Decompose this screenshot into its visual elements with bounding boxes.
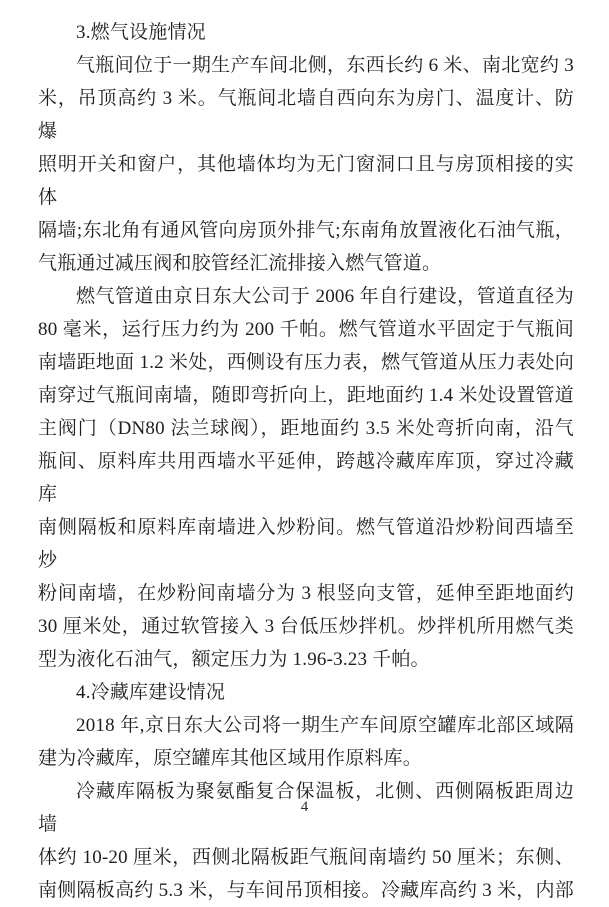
text-line: 主阀门（DN80 法兰球阀），距地面约 3.5 米处弯折向南，沿气 <box>38 418 574 439</box>
text-line: 粉间南墙，在炒粉间南墙分为 3 根竖向支管，延伸至距地面约 <box>38 583 574 604</box>
text-line: 30 厘米处，通过软管接入 3 台低压炒拌机。炒拌机所用燃气类 <box>38 616 574 637</box>
text-line: 瓶间、原料库共用西墙水平延伸，跨越冷藏库库顶，穿过冷藏库 <box>38 451 574 505</box>
text-line: 80 毫米，运行压力约为 200 千帕。燃气管道水平固定于气瓶间 <box>38 319 574 340</box>
text-line: 冷藏库隔板为聚氨酯复合保温板，北侧、西侧隔板距周边墙 <box>38 781 574 835</box>
section-heading-cold-storage: 4.冷藏库建设情况 <box>76 682 226 703</box>
text-line: 燃气管道由京日东大公司于 2006 年自行建设，管道直径为 <box>76 286 574 307</box>
text-line: 南墙距地面 1.2 米处，西侧设有压力表，燃气管道从压力表处向 <box>38 352 574 373</box>
text-line: 南侧隔板高约 5.3 米，与车间吊顶相接。冷藏库高约 3 米，内部 <box>38 880 574 901</box>
text-line: 2018 年,京日东大公司将一期生产车间原空罐库北部区域隔 <box>76 715 574 736</box>
text-line: 体约 10-20 厘米，西侧北隔板距气瓶间南墙约 50 厘米；东侧、 <box>38 847 574 868</box>
text-line: 南侧隔板和原料库南墙进入炒粉间。燃气管道沿炒粉间西墙至炒 <box>38 517 574 571</box>
text-line: 气瓶通过减压阀和胶管经汇流排接入燃气管道。 <box>38 253 442 274</box>
section-heading-gas-facilities: 3.燃气设施情况 <box>76 22 206 43</box>
text-line: 照明开关和窗户，其他墙体均为无门窗洞口且与房顶相接的实体 <box>38 154 574 208</box>
text-line: 气瓶间位于一期生产车间北侧，东西长约 6 米、南北宽约 3 <box>76 55 574 76</box>
text-line: 米，吊顶高约 3 米。气瓶间北墙自西向东为房门、温度计、防爆 <box>38 88 574 142</box>
text-line: 建为冷藏库，原空罐库其他区域用作原料库。 <box>38 748 423 769</box>
text-line: 型为液化石油气，额定压力为 1.96-3.23 千帕。 <box>38 649 430 670</box>
document-body <box>38 16 574 907</box>
text-line: 隔墙;东北角有通风管向房顶外排气;东南角放置液化石油气瓶， <box>38 220 574 241</box>
text-line: 南穿过气瓶间南墙，随即弯折向上，距地面约 1.4 米处设置管道 <box>38 385 574 406</box>
page-number: 4 <box>300 799 309 815</box>
